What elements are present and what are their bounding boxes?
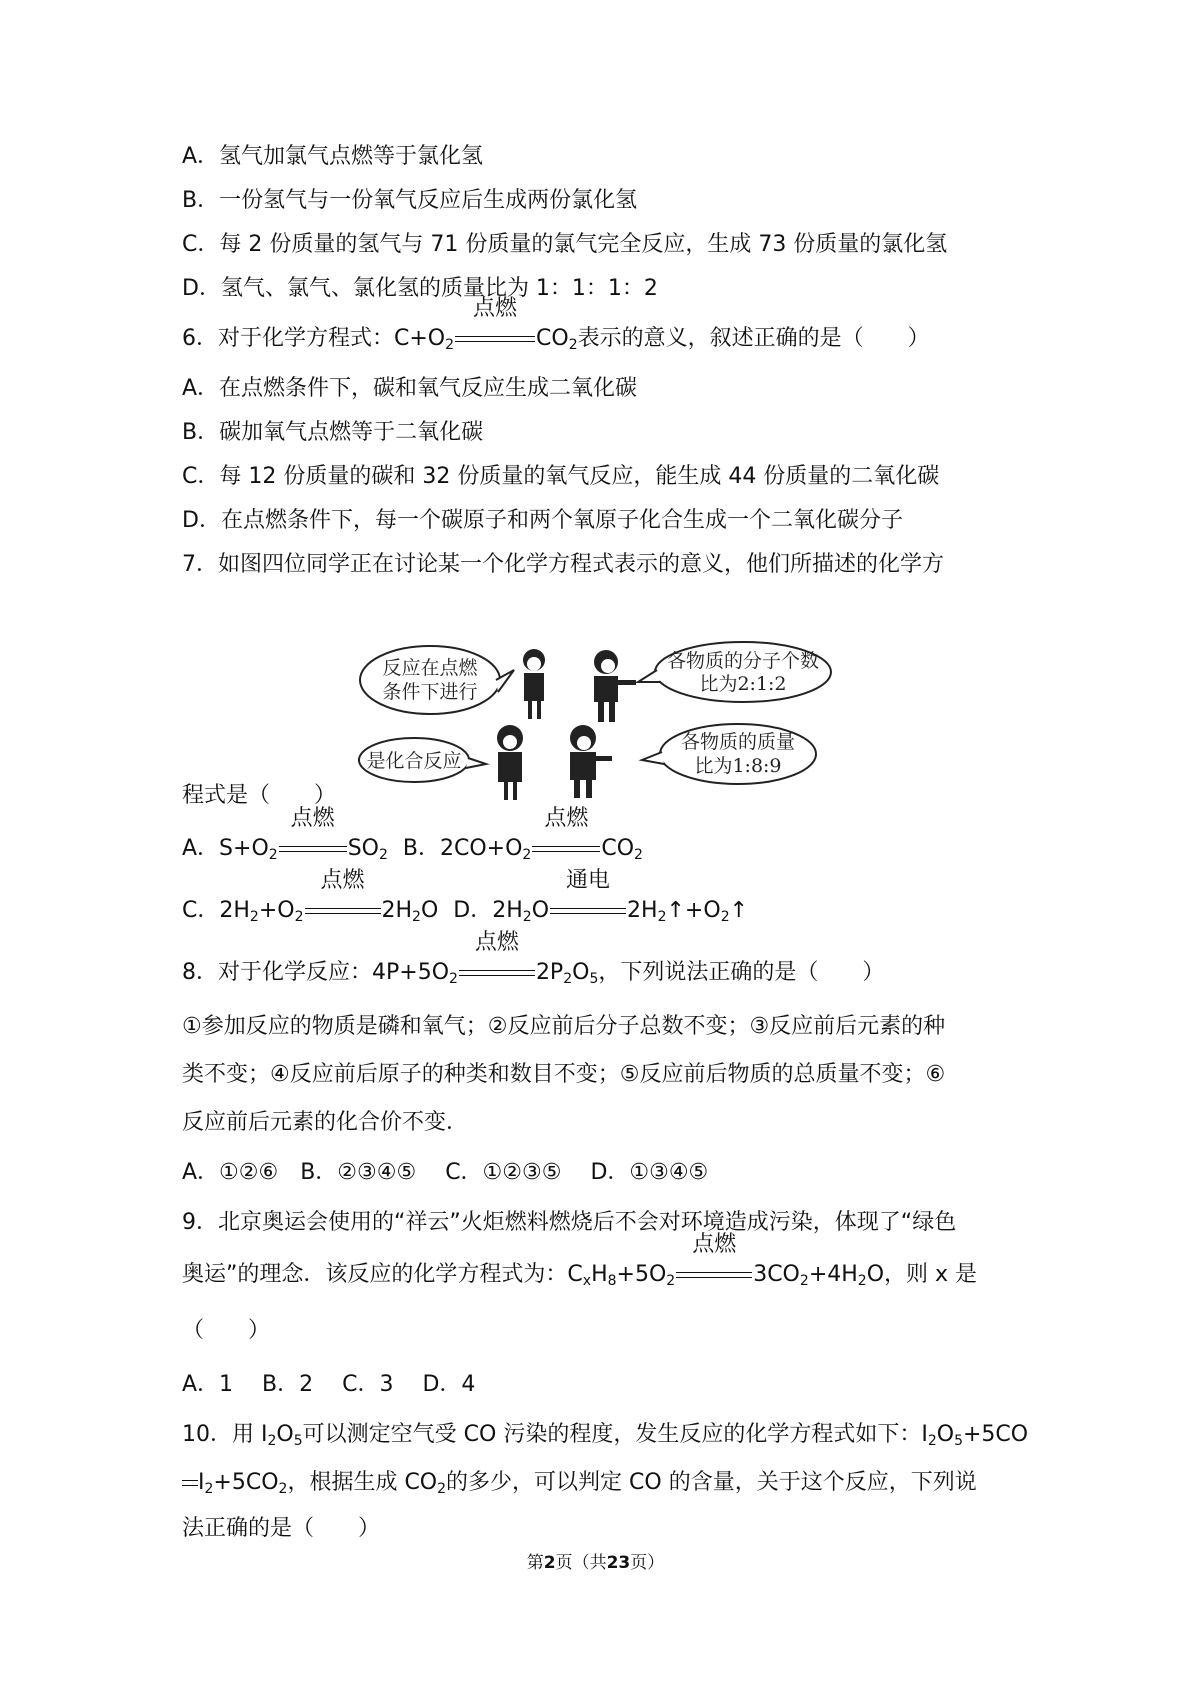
q7-options-cd: C．$2H_2+O_2$ 点燃 $2H_2O$ D．$2H_2O$ 通电 $2H_2↑+O_2↑$: [182, 868, 749, 925]
bubble-text-tl2: 条件下进行: [382, 681, 478, 703]
q7-stem-line2: 程式是（ ）: [182, 783, 337, 808]
q6-reaction-arrow: 点燃: [455, 324, 535, 354]
student-boy-top-icon: [594, 650, 636, 722]
bubble-text-tl1: 反应在点燃: [382, 657, 478, 679]
student-boy-bottom-icon: [570, 725, 612, 798]
page-footer: 第2页（共23页）: [526, 1553, 665, 1573]
q9-stem-line2: 奥运”的理念．该反应的化学方程式为：$C_xH_8+5O_2$ 点燃 $3CO_2+4H_2O$，则 x 是: [182, 1232, 978, 1289]
q7-options-ab: A．$S+O_2$ 点燃 $SO_2$ B．$2CO+O_2$ 点燃 $CO_2$: [182, 806, 643, 863]
q9-answer-paren: （ ）: [182, 1318, 271, 1343]
q5-option-a: A．氢气加氯气点燃等于氯化氢: [182, 144, 484, 169]
q6-stem: 6．对于化学方程式：$C+O_2$ 点燃 $CO_2$表示的意义，叙述正确的是（ ）: [182, 296, 930, 353]
q6-option-b: B．碳加氧气点燃等于二氧化碳: [182, 420, 484, 445]
q10-stem-line3: 法正确的是（ ）: [182, 1516, 381, 1541]
q6-option-d: D．在点燃条件下，每一个碳原子和两个氧原子化合生成一个二氧化碳分子: [182, 508, 903, 533]
q10-stem-line1: 10．用 $I_2O_5$可以测定空气受 CO 污染的程度，发生反应的化学方程式如下：$I_2O_5+5CO$: [182, 1422, 1029, 1449]
q10-stem-line2: $I_2+5CO_2$，根据生成 $CO_2$的多少，可以判定 CO 的含量，关于这个反应，下列说: [182, 1468, 977, 1498]
q9-options: A．1 B．2 C．3 D．4: [182, 1372, 476, 1397]
q5-option-d: D．氢气、氯气、氯化氢的质量比为 1：1：1：2: [182, 276, 658, 301]
q7-stem-line1: 7．如图四位同学正在讨论某一个化学方程式表示的意义，他们所描述的化学方: [182, 552, 944, 577]
q8-statements-line2: 类不变；④反应前后原子的种类和数目不变；⑤反应前后物质的总质量不变；⑥: [182, 1062, 946, 1087]
bubble-text-bl: 是化合反应: [366, 750, 462, 772]
q9-stem-line1: 9．北京奥运会使用的“祥云”火炬燃料燃烧后不会对环境造成污染，体现了“绿色: [182, 1210, 957, 1235]
q8-statements-line3: 反应前后元素的化合价不变．: [182, 1110, 469, 1135]
q5-option-c: C．每 2 份质量的氢气与 71 份质量的氯气完全反应，生成 73 份质量的氯化氢: [182, 232, 948, 257]
q6-option-a: A．在点燃条件下，碳和氧气反应生成二氧化碳: [182, 376, 638, 401]
student-girl-top-icon: [523, 649, 545, 719]
q6-option-c: C．每 12 份质量的碳和 32 份质量的氧气反应，能生成 44 份质量的二氧化碳: [182, 464, 940, 489]
student-girl-bottom-icon: [497, 725, 523, 800]
bubble-text-tr1: 各物质的分子个数: [666, 650, 820, 672]
bubble-text-tr2: 比为2:1:2: [699, 673, 787, 695]
q5-option-b: B．一份氢气与一份氧气反应后生成两份氯化氢: [182, 188, 638, 213]
bubble-text-br2: 比为1:8:9: [694, 755, 782, 777]
bubble-text-br1: 各物质的质量: [680, 731, 796, 753]
q7-students-discussion-figure: [358, 640, 838, 810]
q8-options: A．①②⑥ B．②③④⑤ C．①②③⑤ D．①③④⑤: [182, 1160, 709, 1185]
q8-statements-line1: ①参加反应的物质是磷和氧气；②反应前后分子总数不变；③反应前后元素的种: [182, 1014, 946, 1039]
q8-stem: 8．对于化学反应：$4P+5O_2$ 点燃 $2P_2O_5$，下列说法正确的是（ ）: [182, 930, 885, 987]
